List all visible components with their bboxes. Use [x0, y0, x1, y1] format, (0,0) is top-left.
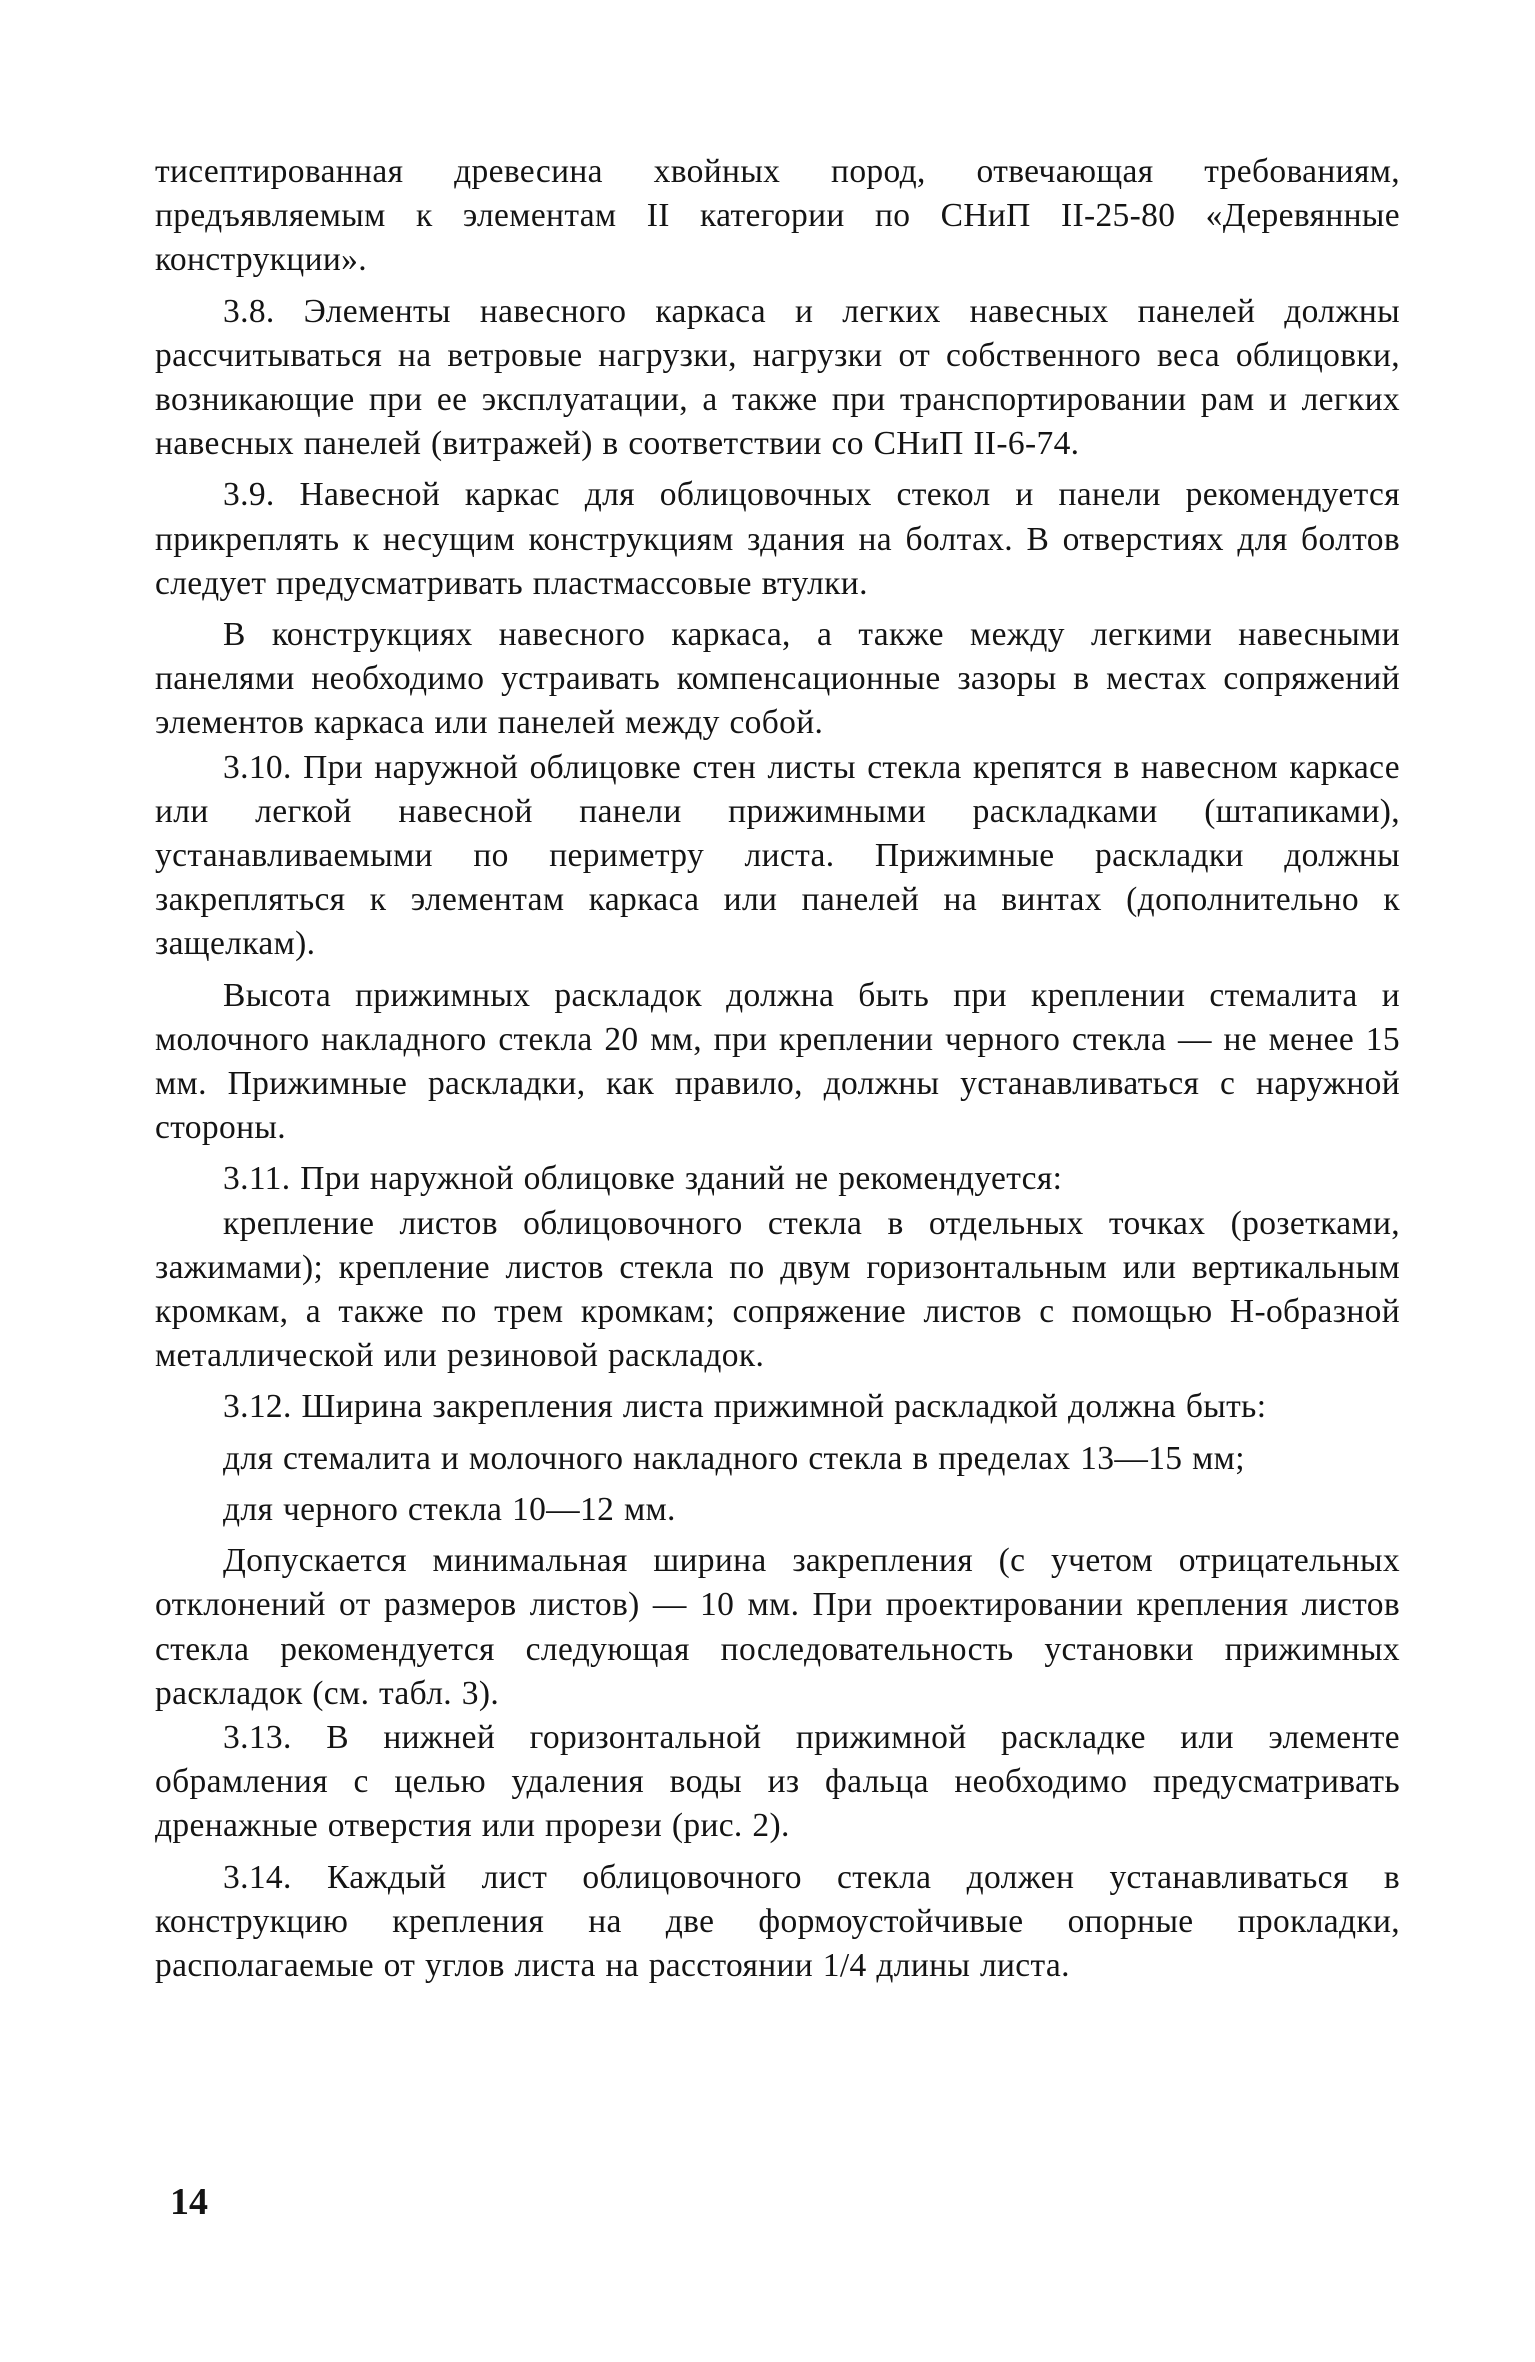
paragraph-3-9: 3.9. Навесной каркас для облицовочных стекол и панели рекомендуется прикреплять к несущим конструкциям здания на болтах. В отверстиях для болтов следует предусматривать пластмассовые втулки. — [155, 476, 1400, 602]
paragraph-3-14: 3.14. Каждый лист облицовочного стекла должен устанавливаться в конструкцию крепления на две формоустойчивые опорные прокладки, располагаемые от углов листа на расстоянии 1/4 длины листа. — [155, 1858, 1400, 1984]
paragraph-compensation-gaps: В конструкциях навесного каркаса, а также между легкими навесными панелями необходимо устраивать компенсационные зазоры в местах сопряжений элементов каркаса или панелей между собой. — [155, 616, 1400, 742]
page-body — [155, 150, 1400, 1988]
paragraph-stemalit-width: для стемалита и молочного накладного стекла в пределах 13—15 мм; — [223, 1439, 1245, 1477]
paragraph-3-11: 3.11. При наружной облицовке зданий не рекомендуется: — [223, 1160, 1063, 1198]
page-number: 14 — [170, 2181, 208, 2223]
paragraph-3-12: 3.12. Ширина закрепления листа прижимной раскладкой должна быть: — [223, 1388, 1267, 1426]
paragraph-3-8: 3.8. Элементы навесного каркаса и легких навесных панелей должны рассчитываться на ветровые нагрузки, нагрузки от собственного веса облицовки, возникающие при ее эксплуатации, а также при транспортировании рам и легких навесных панелей (витражей) в соответствии со СНиП II-6-74. — [155, 292, 1400, 463]
paragraph-continuation: тисептированная древесина хвойных пород, отвечающая требованиям, предъявляемым к элементам II категории по СНиП II-25-80 «Деревянные конструкции». — [155, 153, 1400, 279]
paragraph-3-10: 3.10. При наружной облицовке стен листы стекла крепятся в навесном каркасе или легкой навесной панели прижимными раскладками (штапиками), устанавливаемыми по периметру листа. Прижимные раскладки должны закрепляться к элементам каркаса или панелей на винтах (дополнительно к защелкам). — [155, 748, 1400, 963]
paragraph-3-13: 3.13. В нижней горизонтальной прижимной раскладке или элементе обрамления с целью удаления воды из фальца необходимо предусматривать дренажные отверстия или прорези (рис. 2). — [155, 1718, 1400, 1845]
paragraph-min-width: Допускается минимальная ширина закрепления (с учетом отрицательных отклонений от размеров листов) — 10 мм. При проектировании крепления листов стекла рекомендуется следующая последовательность установки прижимных раскладок (см. табл. 3). — [155, 1542, 1400, 1712]
paragraph-raskladka-height: Высота прижимных раскладок должна быть при креплении стемалита и молочного накладного стекла 20 мм, при креплении черного стекла — не менее 15 мм. Прижимные раскладки, как правило, должны устанавливаться с наружной стороны. — [155, 976, 1400, 1147]
paragraph-black-glass-width: для черного стекла 10—12 мм. — [223, 1490, 676, 1528]
paragraph-not-recommended: крепление листов облицовочного стекла в отдельных точках (розетками, зажимами); крепление листов стекла по двум горизонтальным или вертикальным кромкам, а также по трем кромкам; сопряжение листов с помощью Н-образной металлической или резиновой раскладок. — [155, 1204, 1400, 1375]
